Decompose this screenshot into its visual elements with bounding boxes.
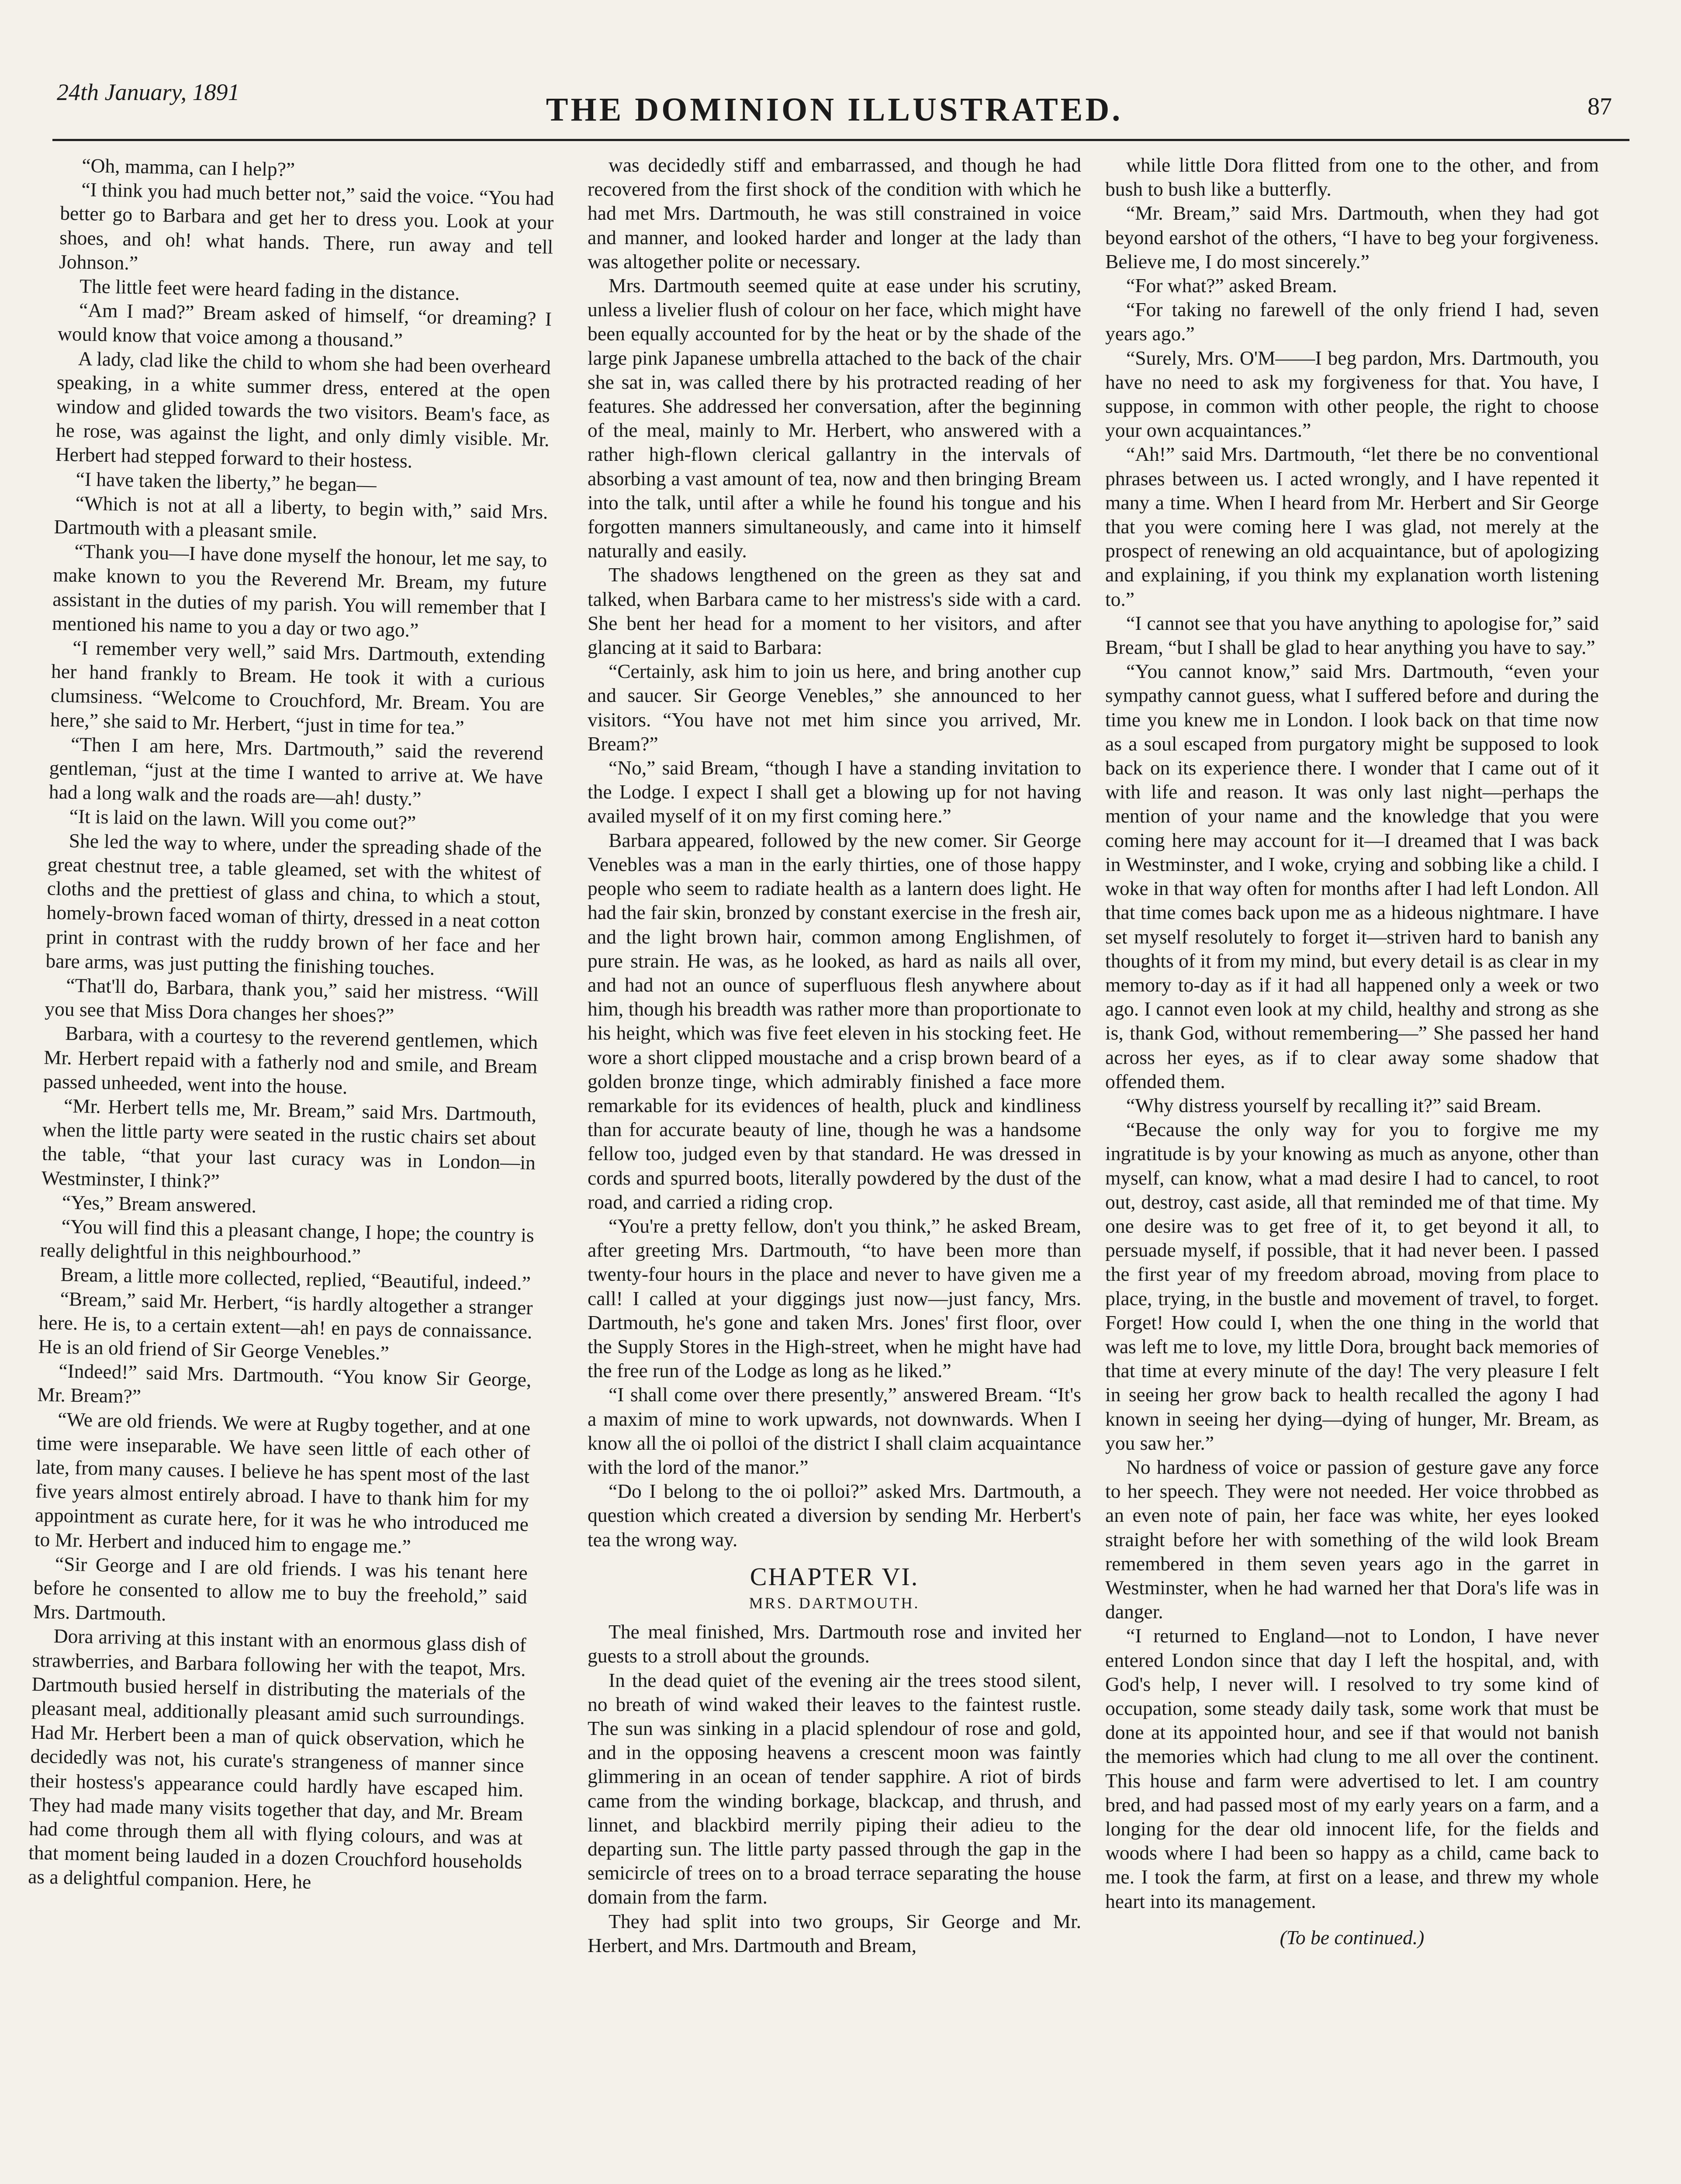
paragraph: “Indeed!” said Mrs. Dartmouth. “You know Sir George, Mr. Bream?” bbox=[37, 1359, 532, 1408]
paragraph: “I shall come over there presently,” answered Bream. “It's a maxim of mine to work upwards, not downwards. When I know all the oi polloi of the district I shall claim acquaintance with the lord of the manor.” bbox=[588, 1383, 1081, 1478]
paragraph: “Why distress yourself by recalling it?” said Bream. bbox=[1126, 1094, 1542, 1116]
paragraph: “Thank you—I have done myself the honour, let me say, to make known to you the Reverend Mr. Bream, my future assistant in the duties of my parish. You will remember that I mentioned his name to you a day or two ago.” bbox=[52, 540, 547, 641]
paragraph: “I cannot see that you have anything to apologise for,” said Bream, “but I shall be glad to hear anything you have to say.” bbox=[1105, 612, 1599, 659]
paragraph: Barbara appeared, followed by the new comer. Sir George Venebles was a man in the early thirties, one of those happy people who seem to radiate health as a lantern does light. He had the fair skin, bronzed by constant exercise in the fresh air, and the light brown hair, common among Englishmen, of pure strain. He was, as he looked, as hard as nails all over, and had not an ounce of superfluous flesh anywhere about him, though his breadth was rather more than proportionate to his height, which was five feet eleven in his stocking feet. He wore a short clipped moustache and a crisp brown beard of a golden bronze tinge, which admirably finished a face more remarkable for its evidences of health, pluck and kindliness than for accurate beauty of line, though he was a handsome fellow too, judged even by that standard. He was dressed in cords and spurred boots, literally powdered by the dust of the road, and carried a riding crop. bbox=[588, 829, 1081, 1213]
paragraph: No hardness of voice or passion of gesture gave any force to her speech. They were not needed. Her voice throbbed as an even note of pain, her face was white, her eyes looked straight before her with something of the wild look Bream remembered in them seven years ago in the garret in Westminster, when he had warned her that Dora's life was in danger. bbox=[1105, 1455, 1599, 1623]
paragraph: “Then I am here, Mrs. Dartmouth,” said the reverend gentleman, “just at the time I wanted to arrive at. We have had a long walk and the roads are—ah! dusty.” bbox=[48, 733, 544, 810]
paragraph: “That'll do, Barbara, thank you,” said her mistress. “Will you see that Miss Dora changes her shoes?” bbox=[44, 974, 539, 1027]
paragraph: “Mr. Bream,” said Mrs. Dartmouth, when they had got beyond earshot of the others, “I have to beg your forgiveness. Believe me, I do most sincerely.” bbox=[1105, 202, 1599, 273]
paragraph: “Yes,” Bream answered. bbox=[62, 1191, 257, 1217]
paragraph: “Certainly, ask him to join us here, and bring another cup and saucer. Sir George Venebles,” she announced to her visitors. “You have not met him since you arrived, Mr. Bream?” bbox=[588, 660, 1081, 755]
paragraph: “Sir George and I are old friends. I was his tenant here before he consented to allow me to buy the freehold,” said Mrs. Dartmouth. bbox=[33, 1552, 528, 1625]
text-column-2 bbox=[588, 153, 1081, 2184]
text-column-1 bbox=[20, 153, 555, 2184]
paragraph: “Ah!” said Mrs. Dartmouth, “let there be no conventional phrases between us. I acted wrongly, and I have repented it many a time. When I heard from Mr. Herbert and Sir George that you were coming here I was glad, not merely at the prospect of renewing an old acquaintance, but of apologizing and explaining, if you think my explanation worth listening to.” bbox=[1105, 443, 1599, 610]
paragraph: They had split into two groups, Sir George and Mr. Herbert, and Mrs. Dartmouth and Bream, bbox=[588, 1910, 1081, 1956]
paragraph: She led the way to where, under the spreading shade of the great chestnut tree, a table gleamed, set with the whitest of cloths and the prettiest of glass and china, to which a stout, homely-brown faced woman of thirty, dressed in a neat cotton print in contrast with the ruddy brown of her face and her bare arms, was just putting the finishing touches. bbox=[45, 829, 542, 979]
paragraph: “You're a pretty fellow, don't you think,” he asked Bream, after greeting Mrs. Dartmouth, “to have been more than twenty-four hours in the place and never to have given me a call! I called at your diggings just now—just fancy, Mrs. Dartmouth, he's gone and taken Mrs. Jones' first floor, over the Supply Stores in the High-street, when he might have had the free run of the Lodge as long as he liked.” bbox=[588, 1214, 1081, 1382]
paragraph: The little feet were heard fading in the distance. bbox=[79, 274, 460, 304]
paragraph: while little Dora flitted from one to the other, and from bush to bush like a butterfly. bbox=[1105, 154, 1599, 200]
paragraph: “Bream,” said Mr. Herbert, “is hardly altogether a stranger here. He is, to a certain extent—ah! en pays de connaissance. He is an old friend of Sir George Venebles.” bbox=[38, 1287, 533, 1364]
paragraph: The meal finished, Mrs. Dartmouth rose and invited her guests to a stroll about the grounds. bbox=[588, 1621, 1081, 1667]
chapter-subheading: MRS. DARTMOUTH. bbox=[749, 1594, 920, 1612]
paragraph: “For taking no farewell of the only friend I had, seven years ago.” bbox=[1105, 298, 1599, 345]
paragraph: In the dead quiet of the evening air the trees stood silent, no breath of wind waked their leaves to the faintest rustle. The sun was sinking in a placid splendour of rose and gold, and in the opposing heavens a crescent moon was faintly glimmering in an ocean of tender sapphire. A riot of birds came from the winding borkage, blackcap, and thrush, and linnet, and blackbird merrily piping their adieu to the departing sun. The little party passed through the gap in the semicircle of trees on to a broad terrace separating the house domain from the farm. bbox=[588, 1669, 1081, 1908]
paragraph: “It is laid on the lawn. Will you come out?” bbox=[69, 805, 416, 834]
paragraph: Dora arriving at this instant with an enormous glass dish of strawberries, and Barbara following her with the teapot, Mrs. Dartmouth busied herself in distributing the materials of the pleasant meal, additionally pleasant amid such surroundings. Had Mr. Herbert been a man of quick observation, which he decidedly was not, his curate's strangeness of manner since their hostess's appearance could hardly have escaped him. They had made many visits together that day, and Mr. Bream had come through them all with flying colours, and was at that moment being lauded in a dozen Crouchford households as a delightful companion. Here, he bbox=[28, 1624, 527, 1894]
paragraph: “Mr. Herbert tells me, Mr. Bream,” said Mrs. Dartmouth, when the little party were seated in the rustic chairs set about the table, “that your last curacy was in London—in Westminster, I think?” bbox=[41, 1094, 537, 1192]
paragraph: Barbara, with a courtesy to the reverend gentlemen, which Mr. Herbert repaid with a fatherly nod and smile, and Bream passed unheeded, went into the house. bbox=[43, 1022, 538, 1098]
chapter-heading: CHAPTER VI. bbox=[750, 1562, 919, 1591]
paragraph: “Which is not at all a liberty, to begin with,” said Mrs. Dartmouth with a pleasant smile. bbox=[54, 491, 548, 543]
paragraph: “Oh, mamma, can I help?” bbox=[81, 154, 295, 181]
paragraph: “Do I belong to the oi polloi?” asked Mrs. Dartmouth, a question which created a diversion by sending Mr. Herbert's tea the wrong way. bbox=[588, 1480, 1081, 1551]
paragraph: “You cannot know,” said Mrs. Dartmouth, “even your sympathy cannot guess, what I suffered before and during the time you knew me in London. I look back on that time now as a soul escaped from purgatory might be supposed to look back on its experience there. I wonder that I came out of it with life and reason. It was only last night—perhaps the mention of your name and the knowledge that you were coming here may account for it—I dreamed that I was back in Westminster, and I woke, crying and sobbing like a child. I woke in that way often for months after I had left London. All that time comes back upon me as a hideous nightmare. I have set myself resolutely to forget it—striven hard to banish any thoughts of it from my mind, but every detail is as clear in my memory to-day as if it had all happened only a week or two ago. I cannot even look at my child, healthy and strong as she is, thank God, without remembering—” She passed her hand across her eyes, as if to clear away some shadow that offended them. bbox=[1105, 660, 1599, 1092]
paragraph: “No,” said Bream, “though I have a standing invitation to the Lodge. I expect I shall get a blowing up for not having availed myself of it on my first coming here.” bbox=[588, 757, 1081, 827]
paragraph: Mrs. Dartmouth seemed quite at ease under his scrutiny, unless a livelier flush of colour on her face, which might have been equally accounted for by the heat or by the shade of the large pink Japanese umbrella attached to the back of the chair she sat in, was called there by his protracted reading of her features. She addressed her conversation, after the beginning of the meal, mainly to Mr. Herbert, who answered with a rather high-flown clerical gallantry in the intervals of absorbing a vast amount of tea, now and then bringing Bream into the talk, until after a while he found his tongue and his forgotten manners simultaneously, and came into it himself naturally and easily. bbox=[588, 274, 1081, 562]
paragraph: “I returned to England—not to London, I have never entered London since that day I left the hospital, and, with God's help, I never will. I resolved to try some kind of occupation, some steady daily task, some work that must be done at its appointed hour, and see if that would not banish the memories which had clung to me all over the continent. This house and farm were advertised to let. I am country bred, and had passed most of my early years on a farm, and a longing for the dear old innocent life, for the fields and woods where I had been so happy as a child, came back to me. I took the farm, at first on a lease, and threw my whole heart into its management. bbox=[1105, 1624, 1599, 1912]
paragraph: “I think you had much better not,” said the voice. “You had better go to Barbara and get her to dress you. Look at your shoes, and oh! what hands. There, run away and tell Johnson.” bbox=[59, 178, 554, 274]
page-number: 87 bbox=[1588, 93, 1612, 120]
page-header bbox=[57, 66, 1612, 140]
text-column-3 bbox=[1105, 153, 1599, 2184]
paragraph: Bream, a little more collected, replied, “Beautiful, indeed.” bbox=[60, 1263, 531, 1295]
paragraph: “Surely, Mrs. O'M——I beg pardon, Mrs. Dartmouth, you have no need to ask my forgiveness for that. You have, I suppose, in common with other people, the right to choose your own acquaintances.” bbox=[1105, 346, 1599, 442]
paragraph: “I have taken the liberty,” he began— bbox=[76, 467, 377, 496]
paragraph: “Am I mad?” Bream asked of himself, “or dreaming? I would know that voice among a thousand.” bbox=[57, 299, 552, 352]
header-rule bbox=[52, 139, 1629, 141]
publication-title: THE DOMINION ILLUSTRATED. bbox=[546, 91, 1123, 128]
paragraph: “For what?” asked Bream. bbox=[1126, 274, 1337, 297]
paragraph: “You will find this a pleasant change, I hope; the country is really delightful in this neighbourhood.” bbox=[40, 1215, 535, 1267]
paragraph: The shadows lengthened on the green as they sat and talked, when Barbara came to her mistress's side with a card. She bent her head for a moment to her visitors, and after glancing at it said to Barbara: bbox=[588, 563, 1081, 659]
paragraph: “We are old friends. We were at Rugby together, and at one time were inseparable. We have seen little of each other of late, from many causes. I believe he has spent most of the last five years almost entirely abroad. I have to thank him for my appointment as curate here, for it was he who introduced me to Mr. Herbert and induced him to engage me.” bbox=[34, 1407, 531, 1558]
issue-date: 24th January, 1891 bbox=[57, 79, 240, 105]
paragraph: “Because the only way for you to forgive me my ingratitude is by your knowing as much as anyone, other than myself, can know, what a mad desire I had to cancel, to root out, destroy, cast aside, all that reminded me of that time. My one desire was to get free of it, to get beyond it all, to persuade myself, if possible, that it had never been. I passed the first year of my freedom abroad, moving from place to place, trying, in the bustle and movement of travel, to forget. Forget! How could I, when the one thing in the world that was left me to love, my little Dora, brought back memories of that time at every minute of the day! The very pleasure I felt in seeing her grow back to health recalled the agony I had known in seeing her dying—dying of hunger, Mr. Bream, as you saw her.” bbox=[1105, 1118, 1599, 1454]
to-be-continued: (To be continued.) bbox=[1280, 1926, 1425, 1949]
paragraph: A lady, clad like the child to whom she had been overheard speaking, in a white summer dress, entered at the open window and glided towards the two visitors. Beam's face, as he rose, was against the light, and only dimly visible. Mr. Herbert had stepped forward to their hostess. bbox=[55, 347, 551, 472]
paragraph: was decidedly stiff and embarrassed, and though he had recovered from the first shock of the condition with which he had met Mrs. Dartmouth, he was still constrained in voice and manner, and looked harder and longer at the lady than was altogether polite or necessary. bbox=[588, 154, 1081, 273]
paragraph: “I remember very well,” said Mrs. Dartmouth, extending her hand frankly to Bream. He took it with a curious clumsiness. “Welcome to Crouchford, Mr. Bream. You are here,” she said to Mr. Herbert, “just in time for tea.” bbox=[50, 636, 546, 739]
